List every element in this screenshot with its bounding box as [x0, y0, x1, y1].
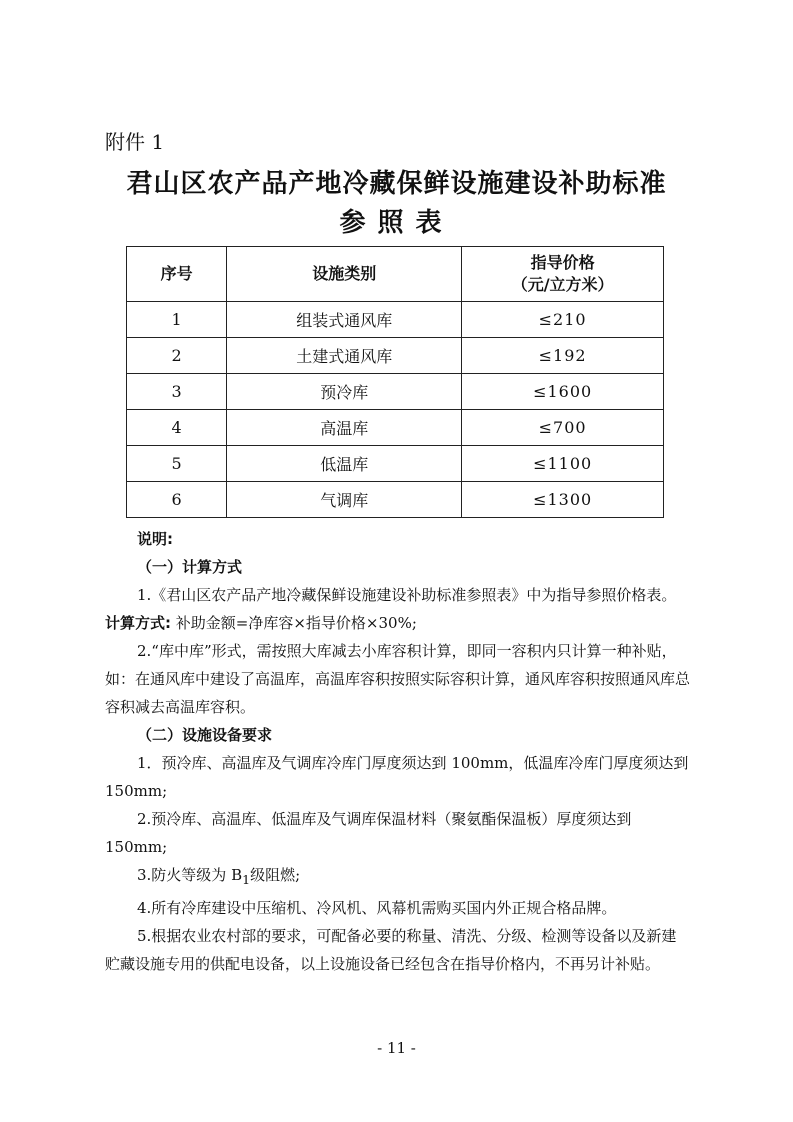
header-price-line2: （元/立方米）: [511, 275, 614, 294]
cell-type: 预冷库: [227, 374, 462, 410]
table-row: [127, 410, 664, 446]
s2-item5: 5.根据农业农村部的要求，可配备必要的称量、清洗、分级、检测等设备以及新建贮藏设施专用的供配电设备，以上设施设备已经包含在指导价格内，不再另计补贴。: [105, 927, 677, 973]
table-row: [127, 338, 664, 374]
cell-price: ≤1300: [462, 482, 664, 518]
header-no: 序号: [127, 247, 227, 302]
table-row: [127, 446, 664, 482]
calc-label: 计算方式:: [105, 614, 171, 632]
cell-no: 5: [127, 446, 227, 482]
cell-price: ≤1600: [462, 374, 664, 410]
notes-label: 说明:: [137, 530, 173, 548]
table-row: [127, 482, 664, 518]
cell-type: 土建式通风库: [227, 338, 462, 374]
s2-item2: 2.预冷库、高温库、低温库及气调库保温材料（聚氨酯保温板）厚度须达到 150mm;: [105, 810, 632, 856]
cell-type: 高温库: [227, 410, 462, 446]
calc-text: 补助金额=净库容×指导价格×30%;: [175, 614, 417, 632]
page-number: - 11 -: [377, 1039, 416, 1057]
document-title: 君山区农产品产地冷藏保鲜设施建设补助标准: [126, 169, 667, 199]
cell-no: 6: [127, 482, 227, 518]
cell-price: ≤192: [462, 338, 664, 374]
table-row: [127, 302, 664, 338]
table-row: [127, 374, 664, 410]
s2-item3-pre: 3.防火等级为 B: [137, 866, 243, 884]
cell-no: 1: [127, 302, 227, 338]
s2-item1: 1．预冷库、高温库及气调库冷库门厚度须达到 100mm，低温库冷库门厚度须达到 150mm;: [105, 754, 689, 800]
s1-item2: 2.“库中库”形式，需按照大库减去小库容积计算，即同一容积内只计算一种补贴，如：在通风库中建设了高温库，高温库容积按照实际容积计算，通风库容积按照通风库总容积减去高温库容积。: [105, 642, 691, 716]
notes-section: [105, 525, 690, 978]
s2-item3-sub: 1: [242, 872, 251, 887]
cell-type: 气调库: [227, 482, 462, 518]
table-header-row: [127, 247, 664, 302]
section2-title: （二）设施设备要求: [137, 726, 273, 744]
cell-price: ≤210: [462, 302, 664, 338]
header-type: 设施类别: [227, 247, 462, 302]
subsidy-standard-table: [126, 246, 664, 518]
cell-price: ≤1100: [462, 446, 664, 482]
cell-type: 低温库: [227, 446, 462, 482]
attachment-label: 附件 1: [105, 130, 165, 154]
cell-no: 3: [127, 374, 227, 410]
s2-item4: 4.所有冷库建设中压缩机、冷风机、风幕机需购买国内外正规合格品牌。: [137, 899, 617, 917]
cell-type: 组装式通风库: [227, 302, 462, 338]
cell-price: ≤700: [462, 410, 664, 446]
cell-no: 2: [127, 338, 227, 374]
s2-item3: [105, 861, 690, 894]
s1-item1: 1.《君山区农产品产地冷藏保鲜设施建设补助标准参照表》中为指导参照价格表。: [137, 586, 677, 604]
document-subtitle: 参照表: [339, 208, 454, 238]
cell-no: 4: [127, 410, 227, 446]
header-price-line1: 指导价格: [530, 253, 595, 272]
calc-line: [105, 609, 690, 637]
s2-item3-post: 级阻燃;: [250, 866, 301, 884]
header-price: [462, 247, 664, 302]
section1-title: （一）计算方式: [137, 558, 243, 576]
